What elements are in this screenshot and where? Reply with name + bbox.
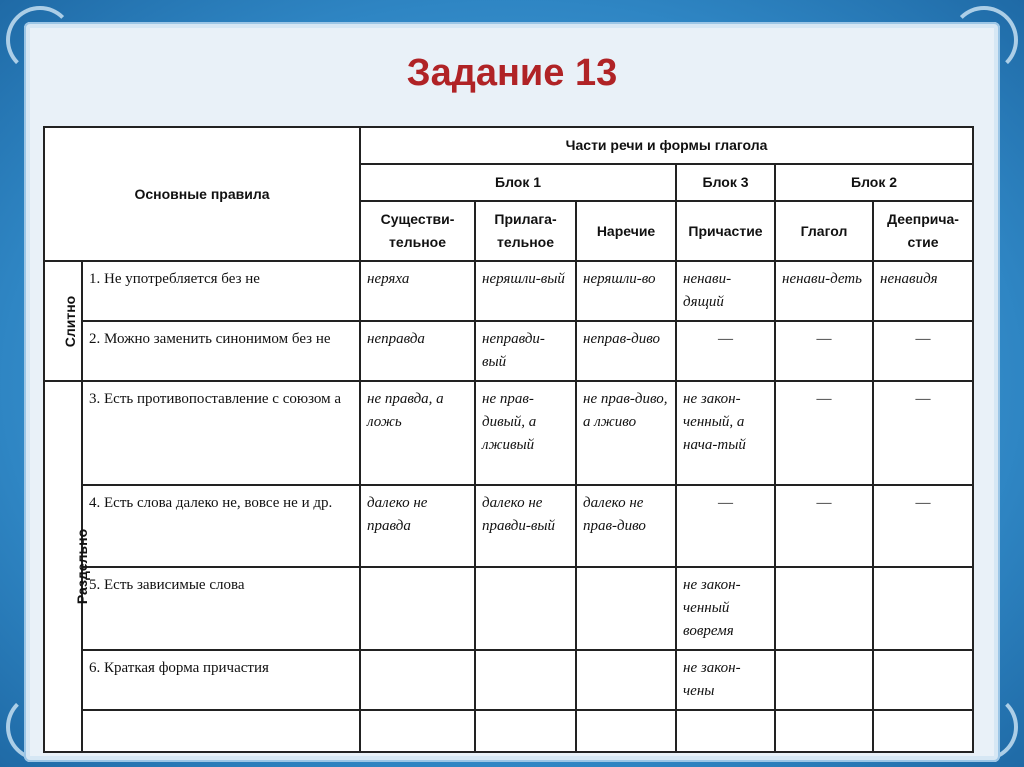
- table-cell: далеко не прав-диво: [576, 485, 676, 567]
- group-label: Слитно: [44, 261, 82, 381]
- table-cell: [775, 650, 873, 710]
- table-cell: неправ-диво: [576, 321, 676, 381]
- table-cell: не правда, а ложь: [360, 381, 475, 485]
- table-cell: —: [775, 485, 873, 567]
- group-label: Раздельно: [44, 381, 82, 752]
- rule-cell: 1. Не употребляется без не: [82, 261, 360, 321]
- table-cell: [475, 710, 576, 752]
- table-cell: [775, 710, 873, 752]
- header-block: Блок 3: [676, 164, 775, 201]
- table-cell: не закон-ченный вовремя: [676, 567, 775, 650]
- table-cell: [873, 650, 973, 710]
- column-header: Прилага-тельное: [475, 201, 576, 261]
- table-cell: ненави-дящий: [676, 261, 775, 321]
- table-cell: [360, 710, 475, 752]
- table-cell: не прав-дивый, а лживый: [475, 381, 576, 485]
- rules-table: [43, 126, 974, 753]
- rule-cell: 5. Есть зависимые слова: [82, 567, 360, 650]
- table-cell: —: [873, 485, 973, 567]
- table-cell: не прав-диво, а лживо: [576, 381, 676, 485]
- table-cell: [360, 650, 475, 710]
- column-header: Наречие: [576, 201, 676, 261]
- table-cell: —: [775, 381, 873, 485]
- table-cell: —: [676, 485, 775, 567]
- table-cell: ненавидя: [873, 261, 973, 321]
- header-rules: Основные правила: [44, 127, 360, 261]
- table-cell: не закон-чены: [676, 650, 775, 710]
- column-header: Причастие: [676, 201, 775, 261]
- table-cell: далеко не правди-вый: [475, 485, 576, 567]
- column-header: Существи-тельное: [360, 201, 475, 261]
- slide-title: Задание 13: [406, 52, 618, 94]
- column-header: Дееприча-стие: [873, 201, 973, 261]
- table-cell: [873, 710, 973, 752]
- table-cell: [475, 567, 576, 650]
- table-cell: [676, 710, 775, 752]
- table-cell: [576, 567, 676, 650]
- table-cell: не закон-ченный, а нача-тый: [676, 381, 775, 485]
- table-cell: неряшли-вый: [475, 261, 576, 321]
- rule-cell: [82, 710, 360, 752]
- table-cell: —: [873, 381, 973, 485]
- header-block: Блок 1: [360, 164, 676, 201]
- table-cell: неряшли-во: [576, 261, 676, 321]
- table-cell: [576, 710, 676, 752]
- rule-cell: 4. Есть слова далеко не, вовсе не и др.: [82, 485, 360, 567]
- header-block: Блок 2: [775, 164, 973, 201]
- table-cell: ненави-деть: [775, 261, 873, 321]
- table-cell: [360, 567, 475, 650]
- table-cell: —: [676, 321, 775, 381]
- table-cell: далеко не правда: [360, 485, 475, 567]
- rule-cell: 3. Есть противопоставление с союзом а: [82, 381, 360, 485]
- table-cell: [576, 650, 676, 710]
- column-header: Глагол: [775, 201, 873, 261]
- header-parts-of-speech: Части речи и формы глагола: [360, 127, 973, 164]
- table-cell: неправда: [360, 321, 475, 381]
- rule-cell: 2. Можно заменить синонимом без не: [82, 321, 360, 381]
- table-cell: неряха: [360, 261, 475, 321]
- table-cell: —: [873, 321, 973, 381]
- table-cell: [775, 567, 873, 650]
- rule-cell: 6. Краткая форма причастия: [82, 650, 360, 710]
- table-cell: [873, 567, 973, 650]
- table-cell: [475, 650, 576, 710]
- table-cell: —: [775, 321, 873, 381]
- table-cell: неправди-вый: [475, 321, 576, 381]
